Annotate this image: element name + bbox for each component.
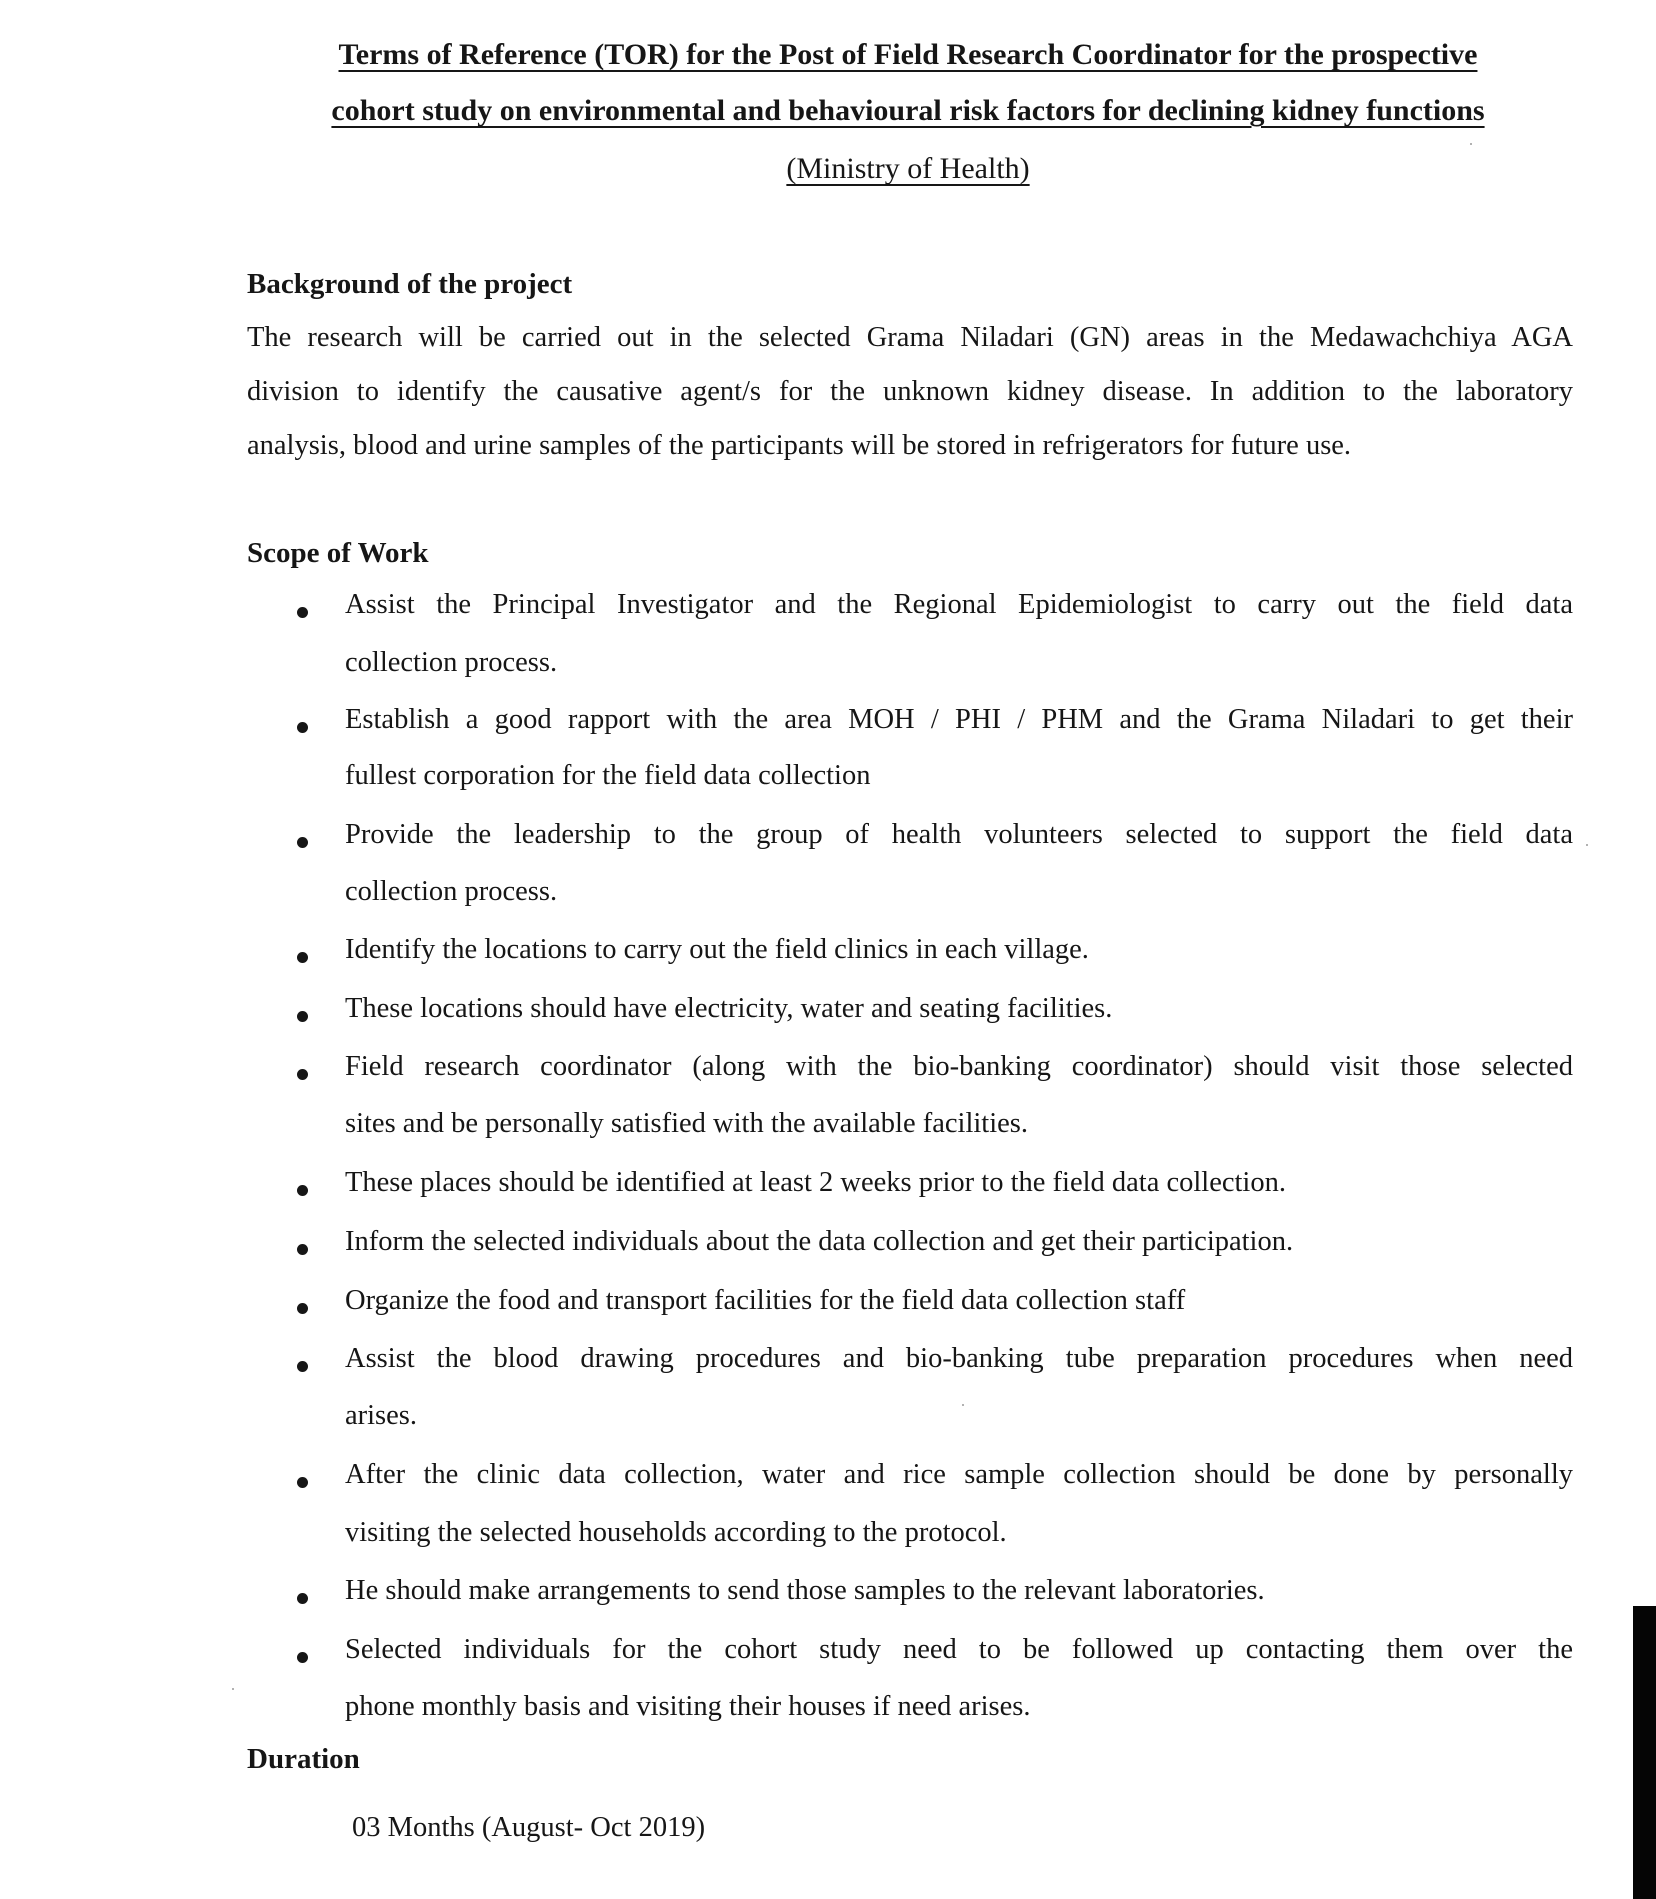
bullet-icon bbox=[297, 722, 308, 733]
duration-value: 03 Months (August- Oct 2019) bbox=[352, 1812, 706, 1843]
bullet-text-line: fullest corporation for the field data collection bbox=[345, 760, 871, 791]
bullet-text-line: Selected individuals for the cohort study need to be followed up contacting them over the bbox=[345, 1634, 1573, 1665]
scan-speck bbox=[962, 1404, 964, 1406]
bullet-text-line: Assist the blood drawing procedures and bio-banking tube preparation procedures when need bbox=[345, 1343, 1573, 1374]
bullet-icon bbox=[297, 1652, 308, 1663]
bullet-text-line: Assist the Principal Investigator and the Regional Epidemiologist to carry out the field data bbox=[345, 589, 1573, 620]
bullet-text-line: arises. bbox=[345, 1400, 418, 1431]
background-line-3: analysis, blood and urine samples of the participants will be stored in refrigerators for future use. bbox=[247, 430, 1352, 461]
bullet-text-line: After the clinic data collection, water and rice sample collection should be done by personally bbox=[345, 1459, 1573, 1490]
scan-border-shadow bbox=[1633, 1606, 1656, 1899]
bullet-icon bbox=[297, 1011, 308, 1022]
background-line-1: The research will be carried out in the selected Grama Niladari (GN) areas in the Medawachchiya AGA bbox=[247, 322, 1573, 353]
bullet-icon bbox=[297, 607, 308, 618]
background-heading: Background of the project bbox=[247, 268, 573, 300]
scope-heading: Scope of Work bbox=[247, 537, 429, 569]
scan-speck bbox=[1470, 143, 1472, 145]
bullet-icon bbox=[297, 1361, 308, 1372]
bullet-text-line: These places should be identified at least 2 weeks prior to the field data collection. bbox=[345, 1167, 1286, 1198]
bullet-text-line: collection process. bbox=[345, 876, 558, 907]
bullet-text-line: Organize the food and transport facilities for the field data collection staff bbox=[345, 1285, 1186, 1316]
duration-heading: Duration bbox=[247, 1743, 360, 1775]
bullet-icon bbox=[297, 1477, 308, 1488]
bullet-text-line: phone monthly basis and visiting their houses if need arises. bbox=[345, 1691, 1031, 1722]
document-subtitle: (Ministry of Health) bbox=[786, 152, 1030, 185]
background-line-2: division to identify the causative agent/s for the unknown kidney disease. In addition to the laboratory bbox=[247, 376, 1573, 407]
bullet-text-line: Establish a good rapport with the area MOH / PHI / PHM and the Grama Niladari to get their bbox=[345, 704, 1573, 735]
bullet-icon bbox=[297, 952, 308, 963]
bullet-text-line: Inform the selected individuals about the data collection and get their participation. bbox=[345, 1226, 1294, 1257]
scan-speck bbox=[232, 1688, 234, 1690]
bullet-text-line: visiting the selected households according to the protocol. bbox=[345, 1517, 1007, 1548]
bullet-icon bbox=[297, 1593, 308, 1604]
bullet-text-line: collection process. bbox=[345, 647, 558, 678]
bullet-text-line: Identify the locations to carry out the field clinics in each village. bbox=[345, 934, 1089, 965]
document-title-line-1: Terms of Reference (TOR) for the Post of Field Research Coordinator for the prospective bbox=[338, 38, 1478, 71]
bullet-icon bbox=[297, 1069, 308, 1080]
bullet-text-line: sites and be personally satisfied with the available facilities. bbox=[345, 1108, 1028, 1139]
bullet-text-line: Provide the leadership to the group of health volunteers selected to support the field data bbox=[345, 819, 1573, 850]
document-title-line-2: cohort study on environmental and behavioural risk factors for declining kidney functions bbox=[331, 94, 1485, 127]
bullet-icon bbox=[297, 1185, 308, 1196]
bullet-text-line: He should make arrangements to send those samples to the relevant laboratories. bbox=[345, 1575, 1265, 1606]
bullet-text-line: These locations should have electricity, water and seating facilities. bbox=[345, 993, 1113, 1024]
scan-speck bbox=[1586, 844, 1588, 846]
bullet-icon bbox=[297, 1244, 308, 1255]
bullet-text-line: Field research coordinator (along with the bio-banking coordinator) should visit those selected bbox=[345, 1051, 1573, 1082]
bullet-icon bbox=[297, 837, 308, 848]
bullet-icon bbox=[297, 1303, 308, 1314]
